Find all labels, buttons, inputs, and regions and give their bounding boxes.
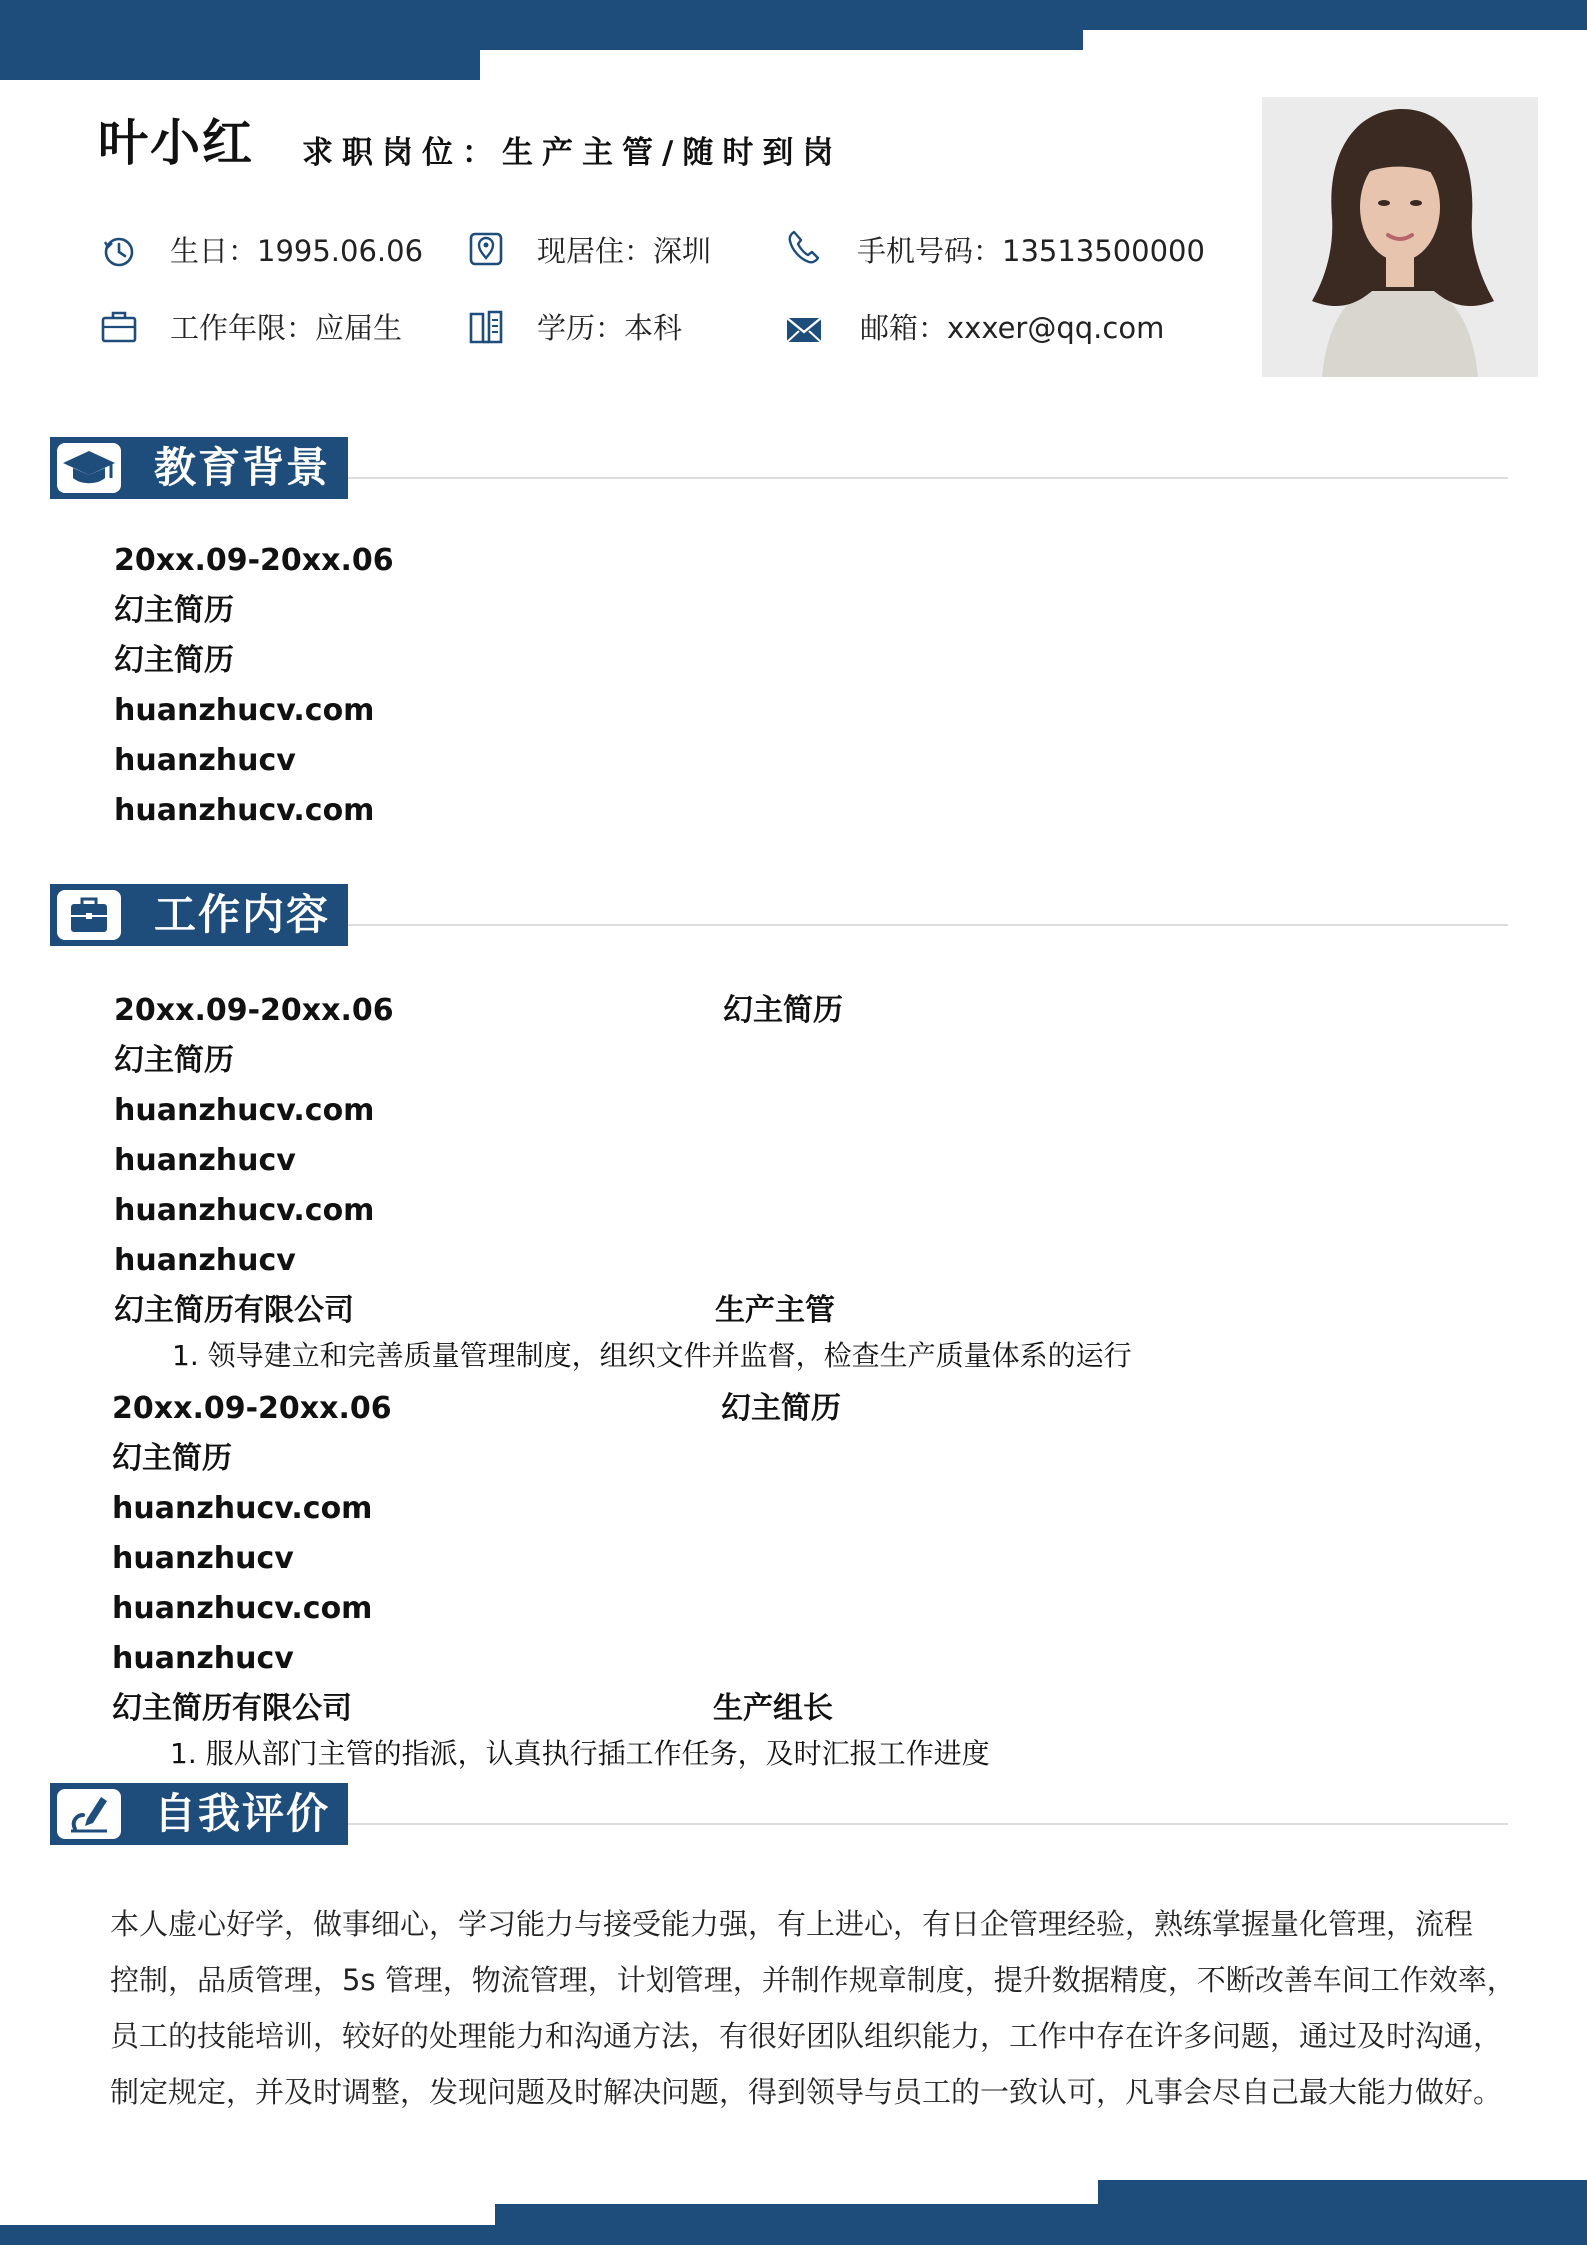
bottom-bar-right: [1098, 2180, 1587, 2245]
self-evaluation-line: 控制，品质管理，5s 管理，物流管理，计划管理，并制作规章制度，提升数据精度，不断改善车间工作效率，: [110, 1963, 1516, 1997]
education-period: 20xx.09-20xx.06: [114, 543, 394, 578]
bottom-bar-middle: [495, 2204, 1098, 2245]
work-section-title: 工作内容: [154, 890, 331, 939]
top-bar-right: [1083, 0, 1587, 30]
candidate-name: 叶小红: [98, 114, 254, 172]
self-evaluation-divider: [348, 1823, 1508, 1825]
self-evaluation-section-title: 自我评价: [154, 1789, 331, 1838]
work-line: huanzhucv: [112, 1541, 294, 1576]
clock-icon: [100, 232, 138, 270]
education-line: huanzhucv.com: [114, 793, 375, 828]
work-detail: 1. 服从部门主管的指派，认真执行插工作任务，及时汇报工作进度: [170, 1737, 990, 1770]
self-evaluation-line: 员工的技能培训，较好的处理能力和沟通方法，有很好团队组织能力，工作中存在许多问题，通过及时沟通，: [110, 2019, 1503, 2053]
work-line: huanzhucv: [114, 1243, 296, 1278]
briefcase-icon: [100, 308, 138, 346]
work-years-text: 工作年限：应届生: [170, 311, 403, 345]
self-evaluation-section-header: [50, 1783, 348, 1845]
briefcase-icon: [57, 890, 121, 940]
education-line: 幻主简历: [114, 643, 234, 678]
work-line: huanzhucv.com: [112, 1491, 373, 1526]
work-line: huanzhucv: [112, 1641, 294, 1676]
book-icon: [467, 308, 505, 346]
top-bar-middle: [480, 0, 1083, 50]
education-line: 幻主简历: [114, 593, 234, 628]
job-intent: 求职岗位：生产主管/随时到岗: [302, 135, 843, 171]
work-section-header: [50, 884, 348, 946]
work-divider: [348, 924, 1508, 926]
work-position: 生产组长: [713, 1691, 833, 1726]
work-line: huanzhucv.com: [112, 1591, 373, 1626]
education-line: huanzhucv.com: [114, 693, 375, 728]
work-right-label: 幻主简历: [723, 993, 843, 1028]
education-list: [112, 540, 712, 828]
work-company: 幻主简历有限公司: [114, 1293, 354, 1328]
education-text: 学历：本科: [537, 311, 683, 345]
education-section-header: [50, 437, 348, 499]
self-evaluation-line: 本人虚心好学，做事细心，学习能力与接受能力强，有上进心，有日企管理经验，熟练掌握量化管理，流程: [110, 1907, 1474, 1941]
work-line: huanzhucv.com: [114, 1193, 375, 1228]
education-section-title: 教育背景: [154, 443, 331, 492]
residence-text: 现居住：深圳: [537, 234, 712, 268]
mail-icon: [785, 311, 823, 349]
work-line: 幻主简历: [112, 1441, 232, 1476]
work-entry: [112, 990, 1412, 1372]
work-right-label: 幻主简历: [721, 1391, 841, 1426]
birthday-text: 生日：1995.06.06: [170, 234, 424, 268]
top-bar-left: [0, 0, 480, 80]
bottom-bar-left: [0, 2225, 495, 2245]
work-line: huanzhucv: [114, 1143, 296, 1178]
profile-photo: [1262, 97, 1538, 377]
work-line: 幻主简历: [114, 1043, 234, 1078]
work-period: 20xx.09-20xx.06: [114, 993, 394, 1028]
education-line: huanzhucv: [114, 743, 296, 778]
self-evaluation-line: 制定规定，并及时调整，发现问题及时解决问题，得到领导与员工的一致认可，凡事会尽自己最大能力做好。: [110, 2075, 1503, 2109]
work-company: 幻主简历有限公司: [112, 1691, 352, 1726]
work-entry: [110, 1388, 1410, 1770]
work-position: 生产主管: [715, 1293, 835, 1328]
self-evaluation-paragraph: [110, 1896, 1516, 2120]
work-detail: 1. 领导建立和完善质量管理制度，组织文件并监督，检查生产质量体系的运行: [172, 1339, 1132, 1372]
phone-text: 手机号码：13513500000: [857, 234, 1205, 268]
location-pin-icon: [467, 230, 505, 268]
email-text: 邮箱：xxxer@qq.com: [860, 311, 1165, 345]
education-divider: [348, 477, 1508, 479]
work-line: huanzhucv.com: [114, 1093, 375, 1128]
work-period: 20xx.09-20xx.06: [112, 1391, 392, 1426]
phone-icon: [785, 228, 823, 266]
graduation-cap-icon: [57, 443, 121, 493]
pen-edit-icon: [57, 1789, 121, 1839]
